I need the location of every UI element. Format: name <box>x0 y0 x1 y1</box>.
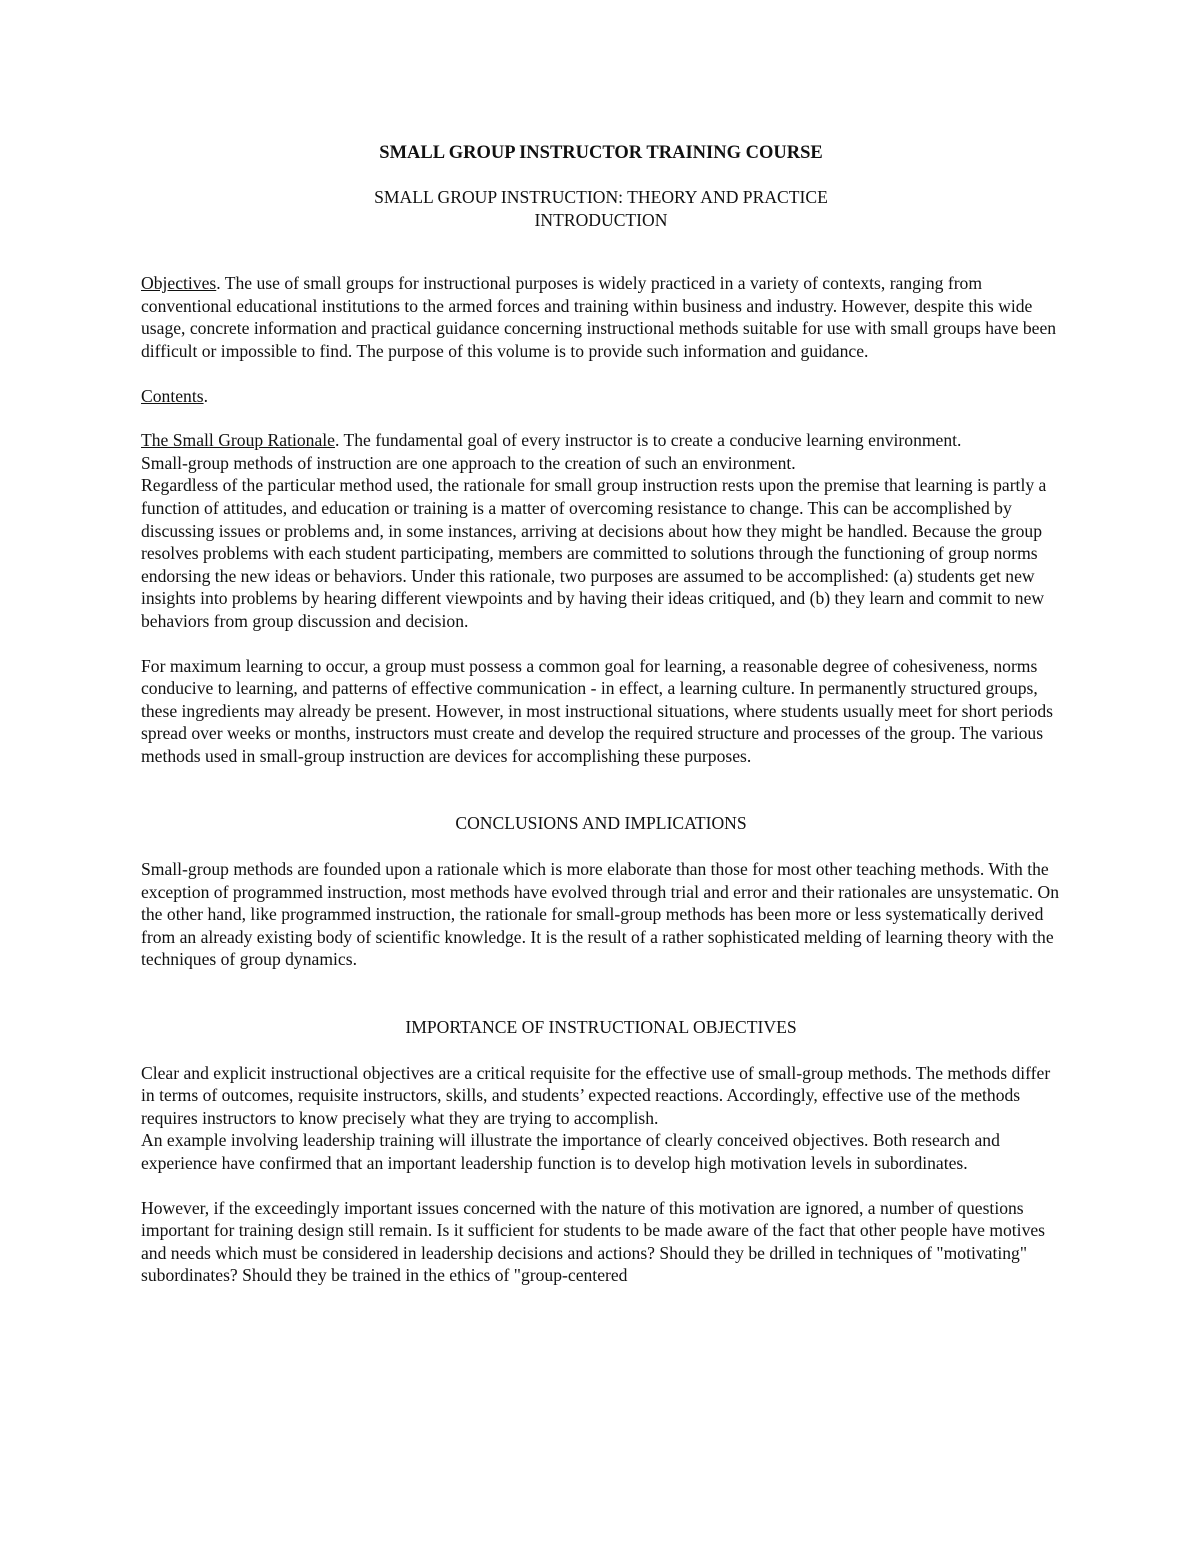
rationale-line-1 <box>141 429 1061 452</box>
section-heading-introduction: INTRODUCTION <box>534 209 668 230</box>
rationale-line-2: Small-group methods of instruction are one approach to the creation of such an environment. <box>141 452 796 473</box>
importance-paragraph <box>141 1062 1061 1175</box>
contents-paragraph <box>141 385 1061 408</box>
importance-text-1: Clear and explicit instructional objectives are a critical requisite for the effective use of small-group methods. The methods differ in terms of outcomes, requisite instructors, skills, and students’ expected reactions. Accordingly, effective use of the methods requires instructors to know precisely what they are trying to accomplish. <box>141 1062 1051 1128</box>
contents-label: Contents <box>141 385 204 406</box>
document-subtitle: SMALL GROUP INSTRUCTION: THEORY AND PRACTICE <box>374 187 828 207</box>
objectives-paragraph <box>141 272 1061 362</box>
document-page <box>141 140 1061 1287</box>
conclusions-heading: CONCLUSIONS AND IMPLICATIONS <box>455 813 747 834</box>
rationale-paragraph <box>141 429 1061 632</box>
maximum-learning-paragraph: For maximum learning to occur, a group must possess a common goal for learning, a reasonable degree of cohesiveness, norms conducive to learning, and patterns of effective communication - in effect, a learning culture. In permanently structured groups, these ingredients may already be present. However, in most instructional situations, where students usually meet for short periods spread over weeks or months, instructors must create and develop the required structure and processes of the group. The various methods used in small-group instruction are devices for accomplishing these purposes. <box>141 655 1053 766</box>
conclusions-paragraph: Small-group methods are founded upon a rationale which is more elaborate than those for most other teaching methods. With the exception of programmed instruction, most methods have evolved through trial and error and their rationales are unsystematic. On the other hand, like programmed instruction, the rationale for small-group methods has been more or less systematically derived from an already existing body of scientific knowledge. It is the result of a rather sophisticated melding of learning theory with the techniques of group dynamics. <box>141 859 1060 970</box>
importance-heading: IMPORTANCE OF INSTRUCTIONAL OBJECTIVES <box>405 1017 797 1038</box>
rationale-text-rest: Regardless of the particular method used, the rationale for small group instruction rests upon the premise that learning is partly a function of attitudes, and education or training is a matter of overcoming resistance to change. This can be accomplished by discussing issues or problems and, in some instances, arriving at decisions about how they might be handled. Because the group resolves problems with each student participating, members are committed to solutions through the functioning of group norms endorsing the new ideas or behaviors. Under this rationale, two purposes are assumed to be accomplished: (a) students get new insights into problems by hearing different viewpoints and by having their ideas critiqued, and (b) they learn and commit to new behaviors from group discussion and decision. <box>141 475 1047 631</box>
objectives-text: . The use of small groups for instructional purposes is widely practiced in a variety of contexts, ranging from conventional educational institutions to the armed forces and training within business and industry. However, despite this wide usage, concrete information and practical guidance concerning instructional methods suitable for use with small groups have been difficult or impossible to find. The purpose of this volume is to provide such information and guidance. <box>141 273 1057 361</box>
contents-text: . <box>203 385 208 406</box>
importance-text-2: An example involving leadership training will illustrate the importance of clearly conceived objectives. Both research and experience have confirmed that an important leadership function is to develop high motivation levels in subordinates. <box>141 1130 1000 1173</box>
motivation-paragraph: However, if the exceedingly important issues concerned with the nature of this motivation are ignored, a number of questions important for training design still remain. Is it sufficient for students to be made aware of the fact that other people have motives and needs which must be considered in leadership decisions and actions? Should they be drilled in techniques of "motivating" subordinates? Should they be trained in the ethics of "group-centered <box>141 1197 1046 1286</box>
document-title: SMALL GROUP INSTRUCTOR TRAINING COURSE <box>379 143 823 163</box>
objectives-label: Objectives <box>141 273 217 294</box>
rationale-text-1: . The fundamental goal of every instructor is to create a conducive learning environment. <box>334 430 962 451</box>
subtitle-block <box>141 186 1061 231</box>
rationale-label: The Small Group Rationale <box>141 430 335 451</box>
